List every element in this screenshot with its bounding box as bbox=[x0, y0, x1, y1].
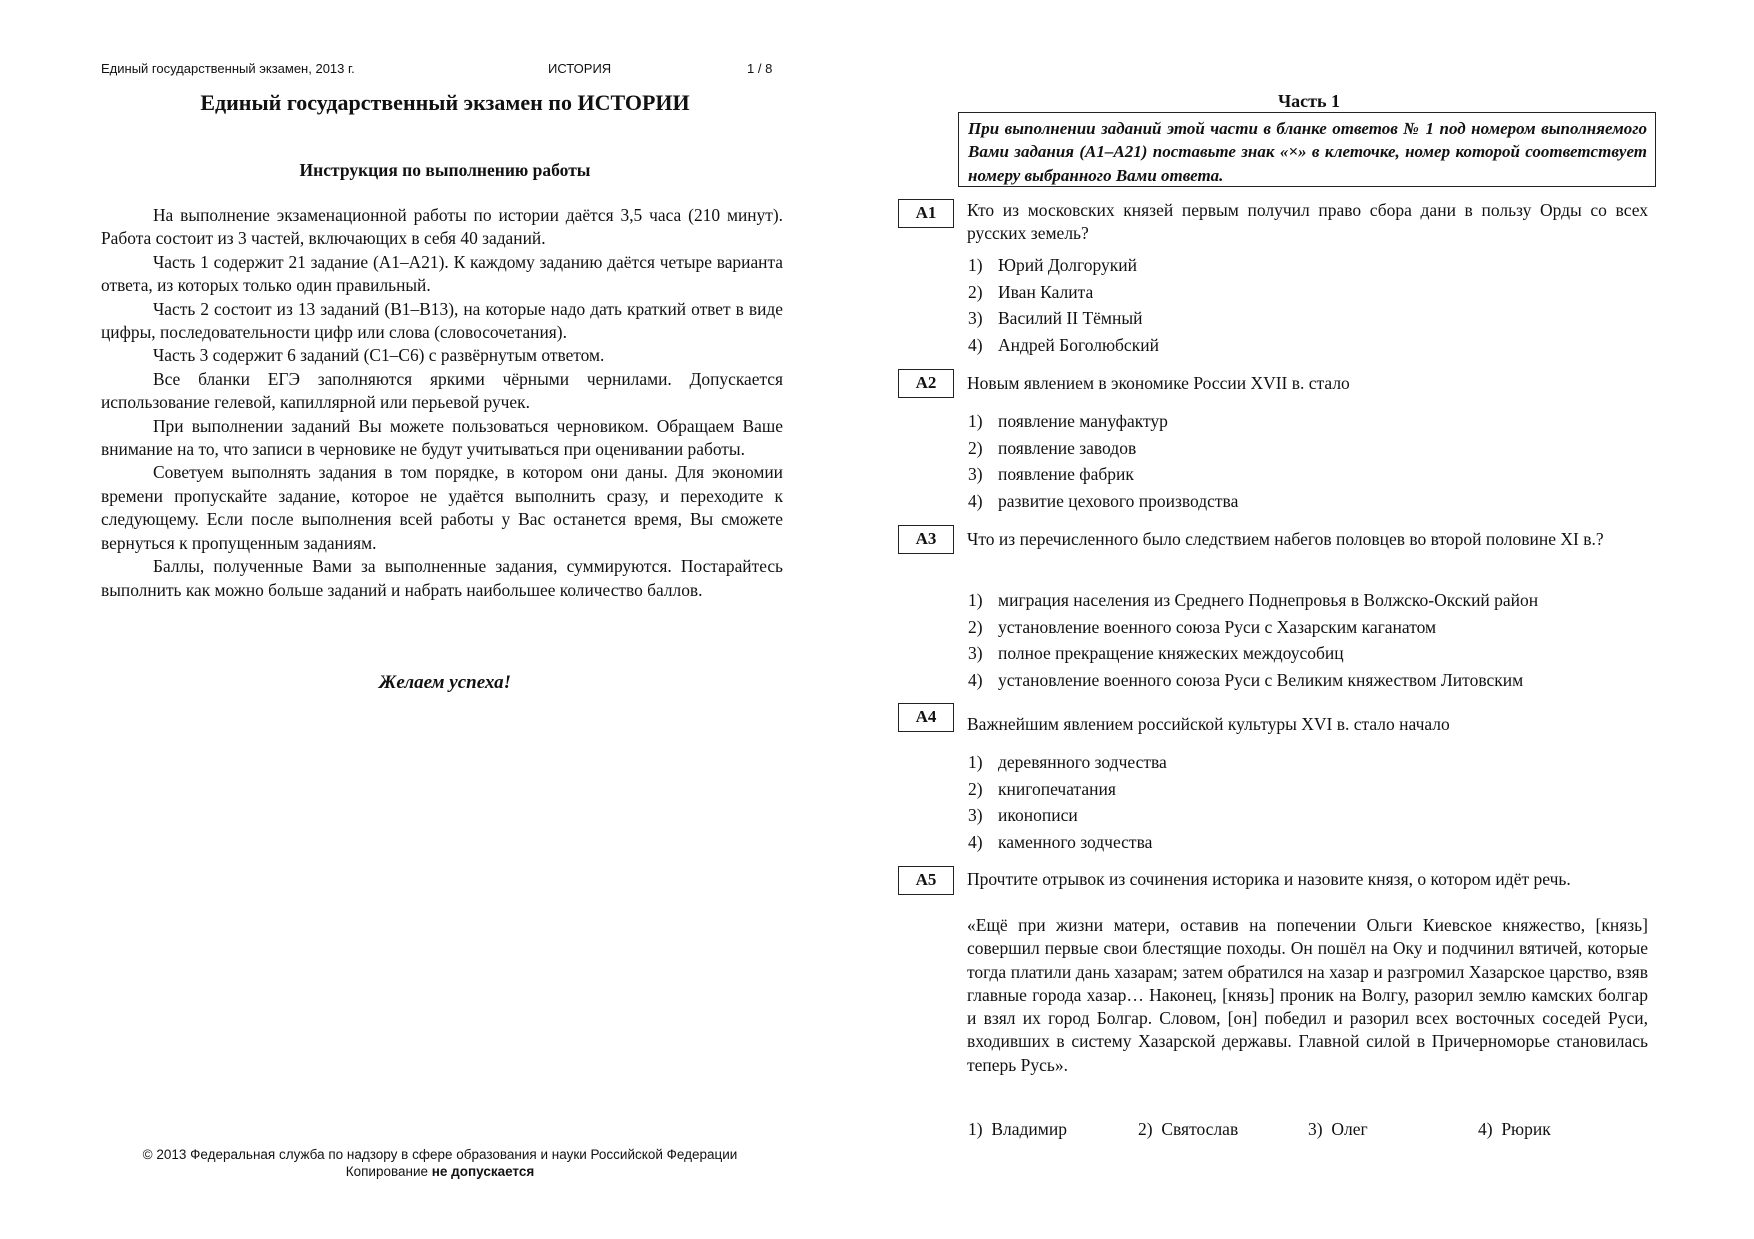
question-text-a1: Кто из московских князей первым получил право сбора дани в пользу Орды со всех русских земель? bbox=[967, 200, 1648, 244]
option-text: установление военного союза Руси с Великим княжеством Литовским bbox=[998, 670, 1524, 691]
option-a2-2 bbox=[968, 435, 1238, 462]
option-text: появление заводов bbox=[998, 437, 1137, 458]
header-subject: ИСТОРИЯ bbox=[548, 61, 612, 76]
option-text: Святослав bbox=[1161, 1119, 1239, 1139]
option-number: 4) bbox=[968, 491, 983, 512]
historian-quote-a5: «Ещё при жизни матери, оставив на попечении Ольги Киевское княжество, [князь] совершил первые свои блестящие походы. Он пошёл на Оку и подчинил вятичей, которые тогда платили дань хазарам; затем обратился на хазар и разгромил Хазарское царство, взяв главные города хазар… Наконец, [князь] проник на Волгу, разорил землю камских болгар и взял их город Болгар. Словом, [он] победил и разорил всех восточных соседей Руси, входивших в систему Хазарской державы. Главной силой в Причерноморье становилась теперь Русь». bbox=[967, 915, 1648, 1075]
option-number: 4) bbox=[968, 670, 983, 691]
option-a3-4 bbox=[968, 667, 1538, 694]
instructions-heading: Инструкция по выполнению работы bbox=[299, 160, 591, 180]
option-text: Владимир bbox=[991, 1119, 1067, 1139]
option-text: деревянного зодчества bbox=[998, 752, 1167, 772]
option-a5-1 bbox=[968, 1117, 1067, 1141]
option-a1-3 bbox=[968, 305, 1159, 332]
options-a1 bbox=[968, 252, 1159, 359]
option-a3-1 bbox=[968, 587, 1538, 614]
instruction-paragraph: Баллы, полученные Вами за выполненные задания, суммируются. Постарайтесь выполнить как можно больше заданий и набрать наибольшее количество баллов. bbox=[101, 556, 783, 600]
question-text-a4: Важнейшим явлением российской культуры XVI в. стало начало bbox=[967, 714, 1450, 734]
instruction-paragraph: Часть 2 состоит из 13 заданий (В1–В13), на которые надо дать краткий ответ в виде цифры, последовательности цифр или слова (словосочетания). bbox=[101, 298, 783, 343]
instruction-paragraph: Часть 3 содержит 6 заданий (С1–С6) с развёрнутым ответом. bbox=[153, 345, 605, 366]
instruction-paragraph: На выполнение экзаменационной работы по истории даётся 3,5 часа (210 минут). Работа состоит из 3 частей, включающих в себя 40 заданий. bbox=[101, 205, 783, 249]
option-number: 2) bbox=[968, 281, 983, 302]
option-text: Василий II Тёмный bbox=[998, 308, 1143, 329]
option-text: появление фабрик bbox=[998, 464, 1134, 485]
option-text: книгопечатания bbox=[998, 778, 1116, 799]
copy-notice-bold: не допускается bbox=[431, 1164, 535, 1179]
option-a5-3 bbox=[1308, 1117, 1368, 1141]
option-a2-4 bbox=[968, 488, 1238, 515]
option-number: 4) bbox=[968, 335, 983, 356]
part-instruction-box bbox=[958, 112, 1656, 187]
option-a1-2 bbox=[968, 279, 1159, 306]
option-a2-3 bbox=[968, 461, 1238, 488]
option-a5-2 bbox=[1138, 1117, 1238, 1141]
option-a4-2 bbox=[968, 776, 1167, 803]
part-title: Часть 1 bbox=[1277, 91, 1341, 111]
copy-notice-prefix: Копирование bbox=[345, 1164, 432, 1179]
option-a3-2 bbox=[968, 614, 1538, 641]
option-text: Олег bbox=[1331, 1119, 1368, 1139]
part-instruction-text: При выполнении заданий этой части в бланке ответов № 1 под номером выполняемого Вами задания (А1–А21) поставьте знак «×» в клеточке, номер которой соответствует номеру выбранного Вами ответа. bbox=[968, 119, 1647, 185]
option-text: Рюрик bbox=[1501, 1119, 1551, 1139]
option-text: каменного зодчества bbox=[998, 832, 1153, 853]
option-number: 3) bbox=[968, 464, 983, 485]
option-a3-3 bbox=[968, 640, 1538, 667]
copyright-line: © 2013 Федеральная служба по надзору в сфере образования и науки Российской Федерации bbox=[142, 1147, 738, 1162]
task-code-a2: А2 bbox=[898, 369, 954, 398]
option-a2-1 bbox=[968, 408, 1238, 435]
option-number: 3) bbox=[968, 643, 983, 664]
option-text: Андрей Боголюбский bbox=[998, 335, 1159, 356]
task-code-a4: А4 bbox=[898, 703, 954, 732]
option-number: 1) bbox=[968, 590, 983, 610]
good-luck-text: Желаем успеха! bbox=[378, 672, 512, 693]
option-number: 4) bbox=[1478, 1119, 1493, 1139]
option-number: 2) bbox=[968, 778, 983, 799]
header-exam-year: Единый государственный экзамен, 2013 г. bbox=[101, 61, 355, 76]
option-text: миграция населения из Среднего Поднепровья в Волжско-Окский район bbox=[998, 590, 1539, 610]
option-number: 1) bbox=[968, 411, 983, 431]
option-a5-4 bbox=[1478, 1117, 1551, 1141]
task-code-a5: А5 bbox=[898, 866, 954, 895]
option-text: развитие цехового производства bbox=[998, 491, 1239, 512]
option-a1-4 bbox=[968, 332, 1159, 359]
option-text: иконописи bbox=[998, 805, 1078, 826]
option-text: установление военного союза Руси с Хазарским каганатом bbox=[998, 616, 1437, 637]
option-number: 2) bbox=[1138, 1119, 1153, 1139]
option-number: 3) bbox=[968, 308, 983, 329]
options-a4 bbox=[968, 749, 1167, 856]
instruction-paragraph: Советуем выполнять задания в том порядке, в котором они даны. Для экономии времени пропускайте задание, которое не удаётся выполнить сразу, и переходите к следующему. Если после выполнения всей работы у Вас останется время, Вы сможете вернуться к пропущенным заданиям. bbox=[101, 462, 783, 553]
option-number: 1) bbox=[968, 255, 983, 275]
option-text: полное прекращение княжеских междоусобиц bbox=[998, 643, 1344, 664]
instruction-paragraph: Все бланки ЕГЭ заполняются яркими чёрными чернилами. Допускается использование гелевой, капиллярной или перьевой ручек. bbox=[101, 368, 783, 413]
header-page-number: 1 / 8 bbox=[747, 61, 773, 76]
option-number: 2) bbox=[968, 616, 983, 637]
instruction-paragraph: Часть 1 содержит 21 задание (А1–А21). К каждому заданию даётся четыре варианта ответа, из которых только один правильный. bbox=[101, 251, 783, 296]
page-title: Единый государственный экзамен по ИСТОРИИ bbox=[200, 90, 690, 115]
option-a4-3 bbox=[968, 802, 1167, 829]
options-a3 bbox=[968, 587, 1538, 694]
option-number: 3) bbox=[968, 805, 983, 826]
task-code-a3: А3 bbox=[898, 525, 954, 554]
task-code-a1: А1 bbox=[898, 199, 954, 228]
option-number: 3) bbox=[1308, 1119, 1323, 1139]
option-text: Иван Калита bbox=[998, 281, 1094, 302]
option-number: 1) bbox=[968, 752, 983, 772]
instruction-paragraph: При выполнении заданий Вы можете пользоваться черновиком. Обращаем Ваше внимание на то, что записи в черновике не будут учитываться при оценивании работы. bbox=[101, 415, 783, 460]
option-text: появление мануфактур bbox=[998, 411, 1168, 431]
option-text: Юрий Долгорукий bbox=[998, 255, 1138, 275]
question-text-a5: Прочтите отрывок из сочинения историка и назовите князя, о котором идёт речь. bbox=[967, 869, 1571, 889]
copyright-footer bbox=[90, 1146, 790, 1180]
instructions-body bbox=[101, 204, 783, 602]
options-a2 bbox=[968, 408, 1238, 515]
option-number: 4) bbox=[968, 832, 983, 853]
option-a4-4 bbox=[968, 829, 1167, 856]
option-a4-1 bbox=[968, 749, 1167, 776]
option-a1-1 bbox=[968, 252, 1159, 279]
option-number: 1) bbox=[968, 1119, 983, 1139]
question-text-a3: Что из перечисленного было следствием набегов половцев во второй половине XI в.? bbox=[967, 529, 1604, 549]
question-text-a2: Новым явлением в экономике России XVII в. стало bbox=[967, 373, 1350, 393]
option-number: 2) bbox=[968, 437, 983, 458]
copy-notice bbox=[90, 1163, 790, 1180]
